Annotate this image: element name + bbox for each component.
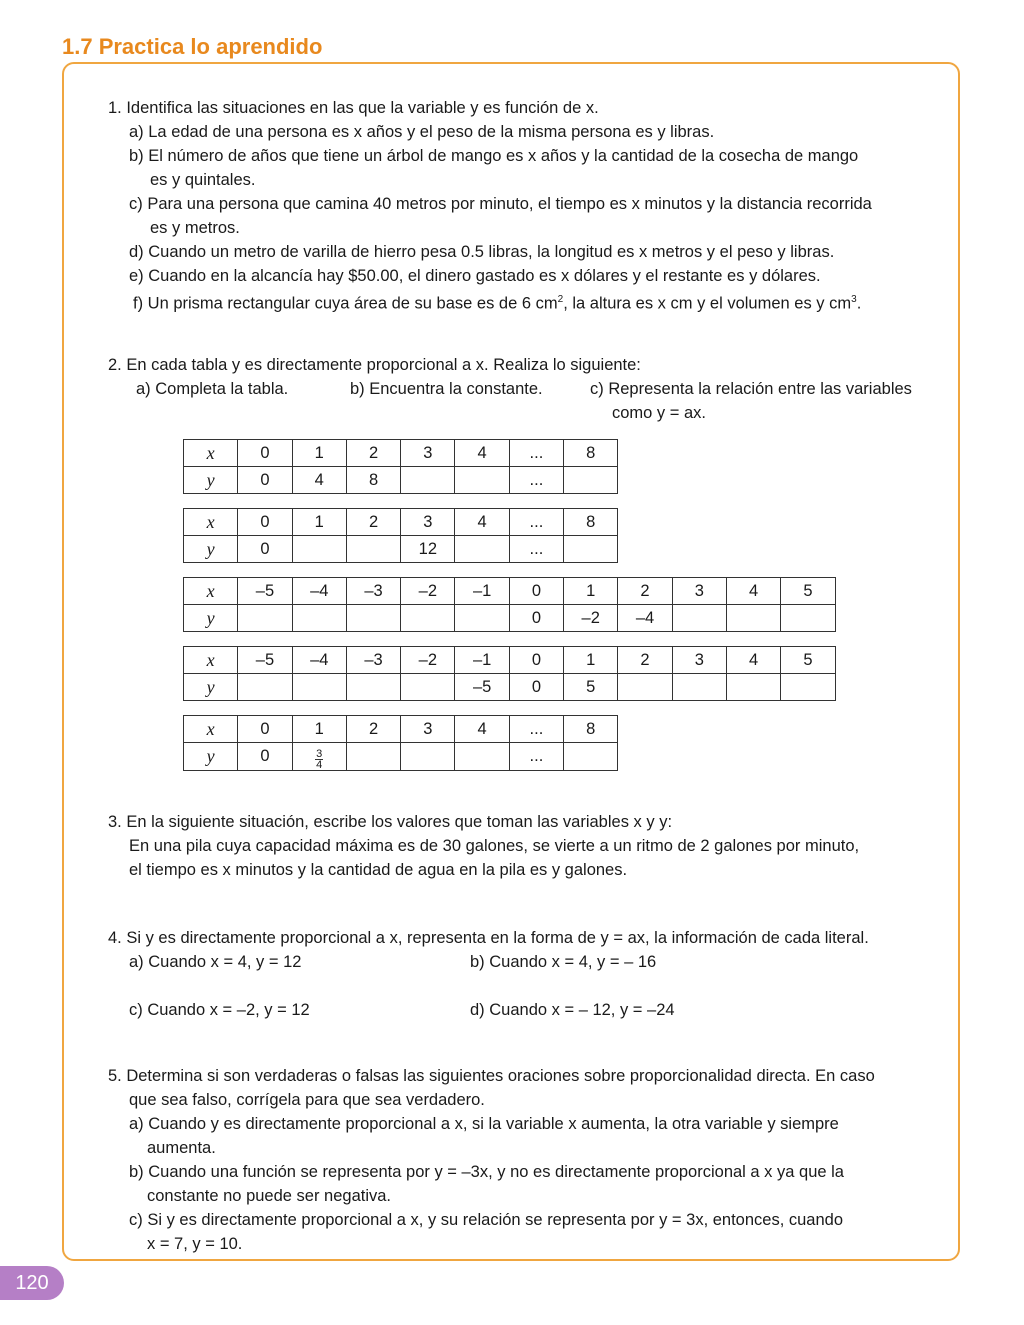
q2-table-2	[183, 508, 618, 563]
table-cell: 0	[509, 605, 563, 632]
table-cell: 0	[238, 716, 292, 743]
table-cell	[618, 674, 672, 701]
q5-item-b-line1: b) Cuando una función se representa por y = –3x, y no es directamente proporcional a x ya que la	[129, 1163, 844, 1181]
table-row-y	[184, 536, 618, 563]
table-header-x: x	[184, 647, 238, 674]
table-cell: 0	[238, 440, 292, 467]
table-cell	[564, 743, 618, 771]
table-cell: –4	[292, 578, 346, 605]
q2-table-1	[183, 439, 618, 494]
q5-stem-line2: que sea falso, corrígela para que sea verdadero.	[129, 1091, 485, 1109]
table-cell	[401, 743, 455, 771]
table-cell: –2	[401, 647, 455, 674]
table-cell	[726, 674, 780, 701]
table-cell	[292, 605, 346, 632]
table-cell	[455, 743, 509, 771]
table-cell	[672, 605, 726, 632]
table-cell: 3	[401, 716, 455, 743]
table-cell: –1	[455, 647, 509, 674]
table-cell: 4	[455, 440, 509, 467]
table-row-y	[184, 743, 618, 771]
q5-item-a-line2: aumenta.	[147, 1139, 216, 1157]
table-cell: –3	[346, 647, 400, 674]
q5-item-c-line1: c) Si y es directamente proporcional a x, y su relación se representa por y = 3x, entonces, cuando	[129, 1211, 844, 1229]
table-cell	[455, 467, 509, 494]
table-header-x: x	[184, 440, 238, 467]
table-cell: ...	[509, 440, 563, 467]
q4-item-b: b) Cuando x = 4, y = – 16	[470, 953, 657, 971]
table-cell	[346, 605, 400, 632]
q2-task-a: a) Completa la tabla.	[136, 380, 289, 398]
q1-item-b-line1: b) El número de años que tiene un árbol de mango es x años y la cantidad de la cosecha de mango	[129, 147, 859, 165]
table-header-y: y	[184, 674, 238, 701]
page-number-badge: 120	[0, 1266, 64, 1300]
q2-task-c-line1: c) Representa la relación entre las variables	[590, 380, 912, 398]
table-cell: 1	[564, 578, 618, 605]
table-cell	[292, 743, 346, 771]
q4-item-d: d) Cuando x = – 12, y = –24	[470, 1001, 675, 1019]
table-cell: 12	[401, 536, 455, 563]
table-cell: –5	[455, 674, 509, 701]
q2-table-3	[183, 577, 836, 632]
table-cell: 4	[292, 467, 346, 494]
table-cell: 0	[509, 578, 563, 605]
table-cell: 4	[726, 647, 780, 674]
table-cell: 0	[238, 509, 292, 536]
table-cell: 1	[564, 647, 618, 674]
table-row-x	[184, 509, 618, 536]
q1-item-c-line1: c) Para una persona que camina 40 metros por minuto, el tiempo es x minutos y la distancia recorrida	[129, 195, 872, 213]
q1-f-pre: f) Un prisma rectangular cuya área de su base es de 6 cm	[133, 294, 558, 313]
q1-item-c-line2: es y metros.	[150, 219, 240, 237]
table-cell: 3	[672, 647, 726, 674]
table-cell: –5	[238, 578, 292, 605]
table-cell: –4	[292, 647, 346, 674]
q3-text-line2: el tiempo es x minutos y la cantidad de agua en la pila es y galones.	[129, 861, 628, 879]
table-cell: 5	[781, 578, 835, 605]
table-cell: 8	[564, 716, 618, 743]
table-header-y: y	[184, 536, 238, 563]
table-cell: –5	[238, 647, 292, 674]
table-cell: 2	[618, 578, 672, 605]
table-cell: 2	[346, 716, 400, 743]
table-header-x: x	[184, 716, 238, 743]
table-cell: 8	[346, 467, 400, 494]
table-header-y: y	[184, 605, 238, 632]
table-cell: 5	[781, 647, 835, 674]
q3-stem: 3. En la siguiente situación, escribe los valores que toman las variables x y y:	[108, 813, 673, 831]
table-cell: 4	[455, 716, 509, 743]
table-cell	[401, 674, 455, 701]
table-header-y: y	[184, 743, 238, 771]
table-cell: –3	[346, 578, 400, 605]
table-cell: 1	[292, 440, 346, 467]
q4-stem: 4. Si y es directamente proporcional a x, representa en la forma de y = ax, la información de cada literal.	[108, 929, 869, 947]
table-row-x	[184, 578, 836, 605]
q2-table-5	[183, 715, 618, 771]
table-cell: 1	[292, 509, 346, 536]
q5-item-c-line2: x = 7, y = 10.	[147, 1235, 243, 1253]
q5-item-a-line1: a) Cuando y es directamente proporcional a x, si la variable x aumenta, la otra variable y siempre	[129, 1115, 839, 1133]
table-cell: ...	[509, 536, 563, 563]
table-row-y	[184, 605, 836, 632]
table-cell: ...	[509, 467, 563, 494]
table-row-x	[184, 716, 618, 743]
table-cell	[292, 674, 346, 701]
table-cell	[781, 605, 835, 632]
table-cell: 4	[726, 578, 780, 605]
q1-item-e: e) Cuando en la alcancía hay $50.00, el dinero gastado es x dólares y el restante es y dólares.	[129, 267, 821, 285]
table-cell: 0	[509, 674, 563, 701]
q2-stem: 2. En cada tabla y es directamente proporcional a x. Realiza lo siguiente:	[108, 356, 641, 374]
table-cell	[292, 536, 346, 563]
table-cell	[726, 605, 780, 632]
table-cell: 2	[346, 509, 400, 536]
q2-table-4	[183, 646, 836, 701]
table-row-x	[184, 440, 618, 467]
q1-f-end: .	[856, 294, 862, 313]
q3-text-line1: En una pila cuya capacidad máxima es de 30 galones, se vierte a un ritmo de 2 galones por minuto,	[129, 837, 860, 855]
table-header-x: x	[184, 509, 238, 536]
q1-item-f	[133, 289, 861, 315]
table-cell	[346, 743, 400, 771]
table-cell: ...	[509, 716, 563, 743]
table-header-y: y	[184, 467, 238, 494]
q1-item-d: d) Cuando un metro de varilla de hierro pesa 0.5 libras, la longitud es x metros y el peso y libras.	[129, 243, 835, 261]
table-cell	[455, 605, 509, 632]
table-cell: 0	[238, 743, 292, 771]
table-row-x	[184, 647, 836, 674]
table-cell: 3	[672, 578, 726, 605]
table-cell: 8	[564, 509, 618, 536]
q2-task-c-line2: como y = ax.	[612, 404, 706, 422]
q1-stem: 1. Identifica las situaciones en las que la variable y es función de x.	[108, 99, 599, 117]
fraction	[315, 749, 323, 770]
table-cell: 5	[564, 674, 618, 701]
table-cell	[401, 605, 455, 632]
table-cell: 4	[455, 509, 509, 536]
q2-task-b: b) Encuentra la constante.	[350, 380, 543, 398]
q4-item-a: a) Cuando x = 4, y = 12	[129, 953, 302, 971]
section-title: 1.7 Practica lo aprendido	[62, 34, 323, 59]
table-cell: 0	[238, 467, 292, 494]
q5-item-b-line2: constante no puede ser negativa.	[147, 1187, 392, 1205]
table-cell: –4	[618, 605, 672, 632]
table-cell	[672, 674, 726, 701]
table-cell: –1	[455, 578, 509, 605]
q1-f-mid: , la altura es x cm y el volumen es y cm	[563, 294, 852, 313]
table-cell	[346, 536, 400, 563]
table-cell: ...	[509, 509, 563, 536]
q1-item-b-line2: es y quintales.	[150, 171, 256, 189]
q1-item-a: a) La edad de una persona es x años y el peso de la misma persona es y libras.	[129, 123, 715, 141]
table-cell	[238, 674, 292, 701]
table-cell: 2	[618, 647, 672, 674]
q1-f-sup-3: 3	[851, 294, 857, 305]
table-cell: 1	[292, 716, 346, 743]
table-cell: 0	[509, 647, 563, 674]
table-cell: 3	[401, 440, 455, 467]
table-cell: 3	[401, 509, 455, 536]
table-cell	[564, 536, 618, 563]
table-cell: 2	[346, 440, 400, 467]
table-cell: –2	[401, 578, 455, 605]
table-cell: 8	[564, 440, 618, 467]
fraction-numerator: 3	[316, 748, 323, 760]
table-cell	[401, 467, 455, 494]
table-cell	[455, 536, 509, 563]
q4-item-c: c) Cuando x = –2, y = 12	[129, 1001, 310, 1019]
table-cell: 0	[238, 536, 292, 563]
table-cell: –2	[564, 605, 618, 632]
table-row-y	[184, 674, 836, 701]
table-cell: ...	[509, 743, 563, 771]
fraction-denominator: 4	[316, 759, 323, 771]
table-row-y	[184, 467, 618, 494]
q1-f-sup-2: 2	[557, 294, 564, 305]
q5-stem-line1: 5. Determina si son verdaderas o falsas las siguientes oraciones sobre proporcionalidad directa. En caso	[108, 1067, 875, 1085]
table-cell	[564, 467, 618, 494]
table-header-x: x	[184, 578, 238, 605]
table-cell	[238, 605, 292, 632]
table-cell	[781, 674, 835, 701]
table-cell	[346, 674, 400, 701]
